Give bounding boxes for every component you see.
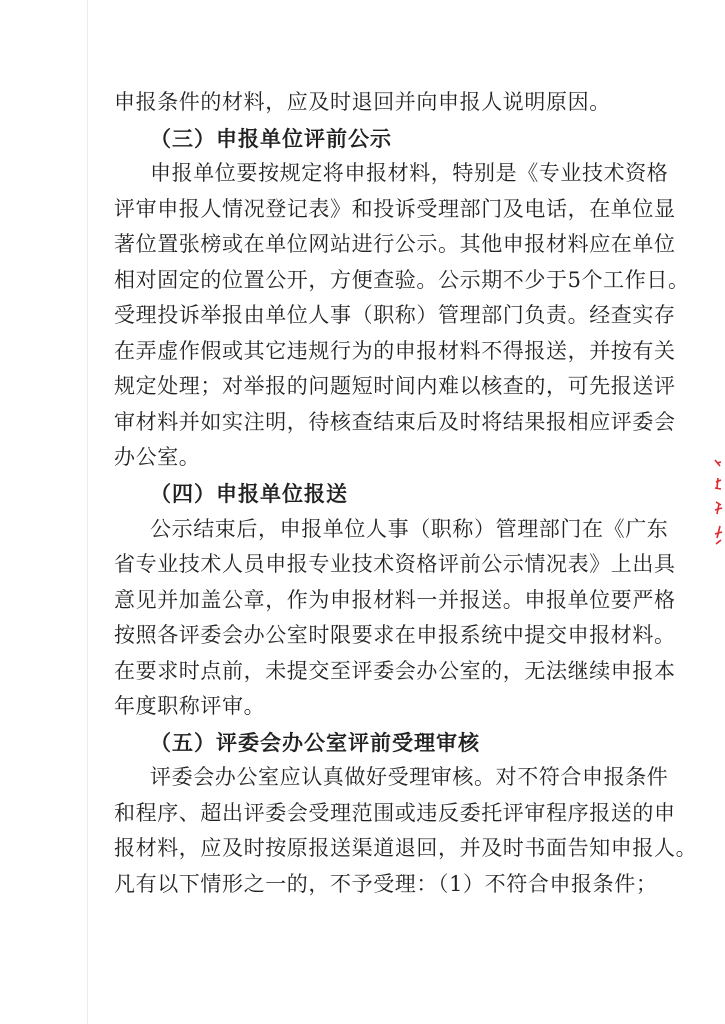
text-line: 评审申报人情况登记表》和投诉受理部门及电话，在单位显 xyxy=(114,196,676,221)
red-seal-fragment xyxy=(711,458,724,548)
section-heading: （三）申报单位评前公示 xyxy=(150,125,392,151)
text-line: 公示结束后，申报单位人事（职称）管理部门在《广东 xyxy=(150,516,669,541)
text-line: 审材料并如实注明，待核查结束后及时将结果报相应评委会 xyxy=(114,409,676,434)
text-line: 申报条件的材料，应及时退回并向申报人说明原因。 xyxy=(114,90,611,114)
text-line: 办公室。 xyxy=(114,445,201,470)
text-line: 意见并加盖公章，作为申报材料一并报送。申报单位要严格 xyxy=(114,587,676,612)
text-line: 按照各评委会办公室时限要求在申报系统中提交申报材料。 xyxy=(114,623,676,648)
text-line: 相对固定的位置公开，方便查验。公示期不少于5个工作日。 xyxy=(114,267,690,292)
text-line: 受理投诉举报由单位人事（职称）管理部门负责。经查实存 xyxy=(114,303,676,328)
text-line: 规定处理；对举报的问题短时间内难以核查的，可先报送评 xyxy=(114,374,676,399)
text-line: 凡有以下情形之一的，不予受理：（1）不符合申报条件； xyxy=(114,872,658,897)
text-line: 和程序、超出评委会受理范围或违反委托评审程序报送的申 xyxy=(114,800,676,825)
text-line: 著位置张榜或在单位网站进行公示。其他申报材料应在单位 xyxy=(114,232,676,257)
document-body xyxy=(114,85,706,903)
text-line: 申报单位要按规定将申报材料，特别是《专业技术资格 xyxy=(150,161,669,186)
text-line: 在要求时点前，未提交至评委会办公室的，无法继续申报本 xyxy=(114,658,676,683)
text-line: 在弄虚作假或其它违规行为的申报材料不得报送，并按有关 xyxy=(114,338,676,363)
page-edge-line xyxy=(87,0,88,1024)
text-line: 报材料，应及时按原报送渠道退回，并及时书面告知申报人。 xyxy=(114,836,698,861)
section-heading: （五）评委会办公室评前受理审核 xyxy=(150,729,480,755)
text-line: 年度职称评审。 xyxy=(114,694,266,719)
text-line: 评委会办公室应认真做好受理审核。对不符合申报条件 xyxy=(150,765,669,790)
text-line: 省专业技术人员申报专业技术资格评前公示情况表》上出具 xyxy=(114,552,676,577)
section-heading: （四）申报单位报送 xyxy=(150,481,348,507)
